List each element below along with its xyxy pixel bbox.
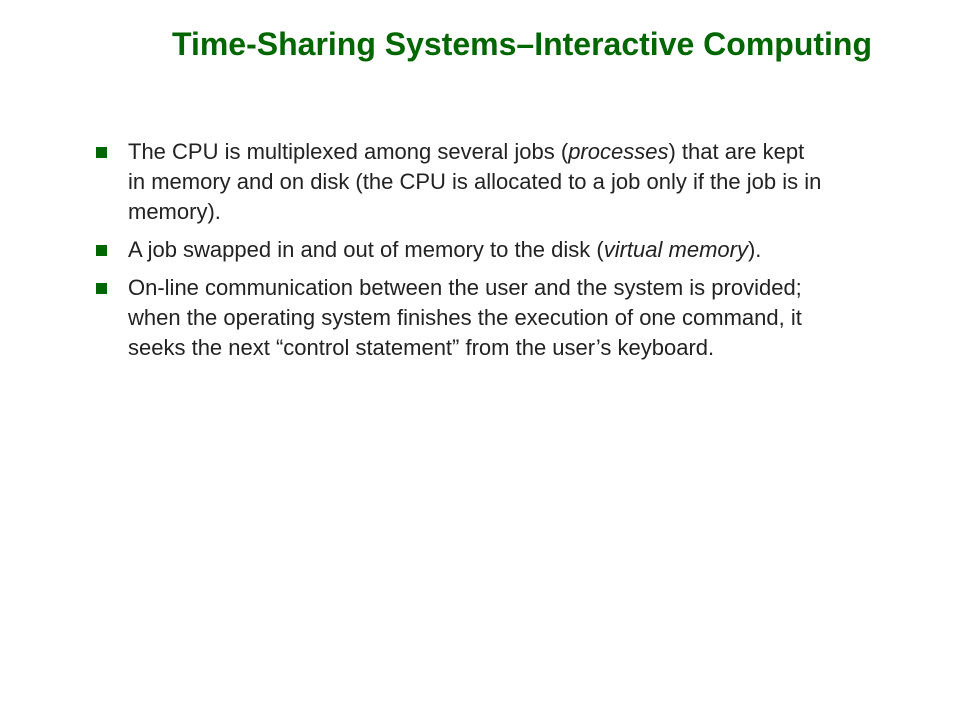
bullet-text [128,235,822,265]
bullet-item [92,235,822,265]
bullet-text-segment-italic: virtual memory [603,237,748,262]
bullet-text-segment: A job swapped in and out of memory to the disk ( [128,237,604,262]
square-bullet-icon [96,245,107,256]
bullet-text-segment: On-line communication between the user and the system is provided; when the operating system finishes the execution of one command, it seeks the next “control statement” from the user’s keyboard. [128,275,802,360]
bullet-list [92,137,822,371]
square-bullet-icon [96,283,107,294]
bullet-text-segment-italic: processes [568,139,669,164]
square-bullet-icon [96,147,107,158]
bullet-text-segment: ). [747,237,762,262]
bullet-text-segment: The CPU is multiplexed among several jobs ( [128,139,569,164]
slide-title: Time-Sharing Systems–Interactive Computing [171,26,873,62]
bullet-text [128,273,822,363]
bullet-item [92,137,822,227]
bullet-text-segment: ) that are kept in memory and on disk (the CPU is allocated to a job only if the job is in memory). [128,139,822,224]
bullet-text [128,137,822,227]
bullet-item [92,273,822,363]
